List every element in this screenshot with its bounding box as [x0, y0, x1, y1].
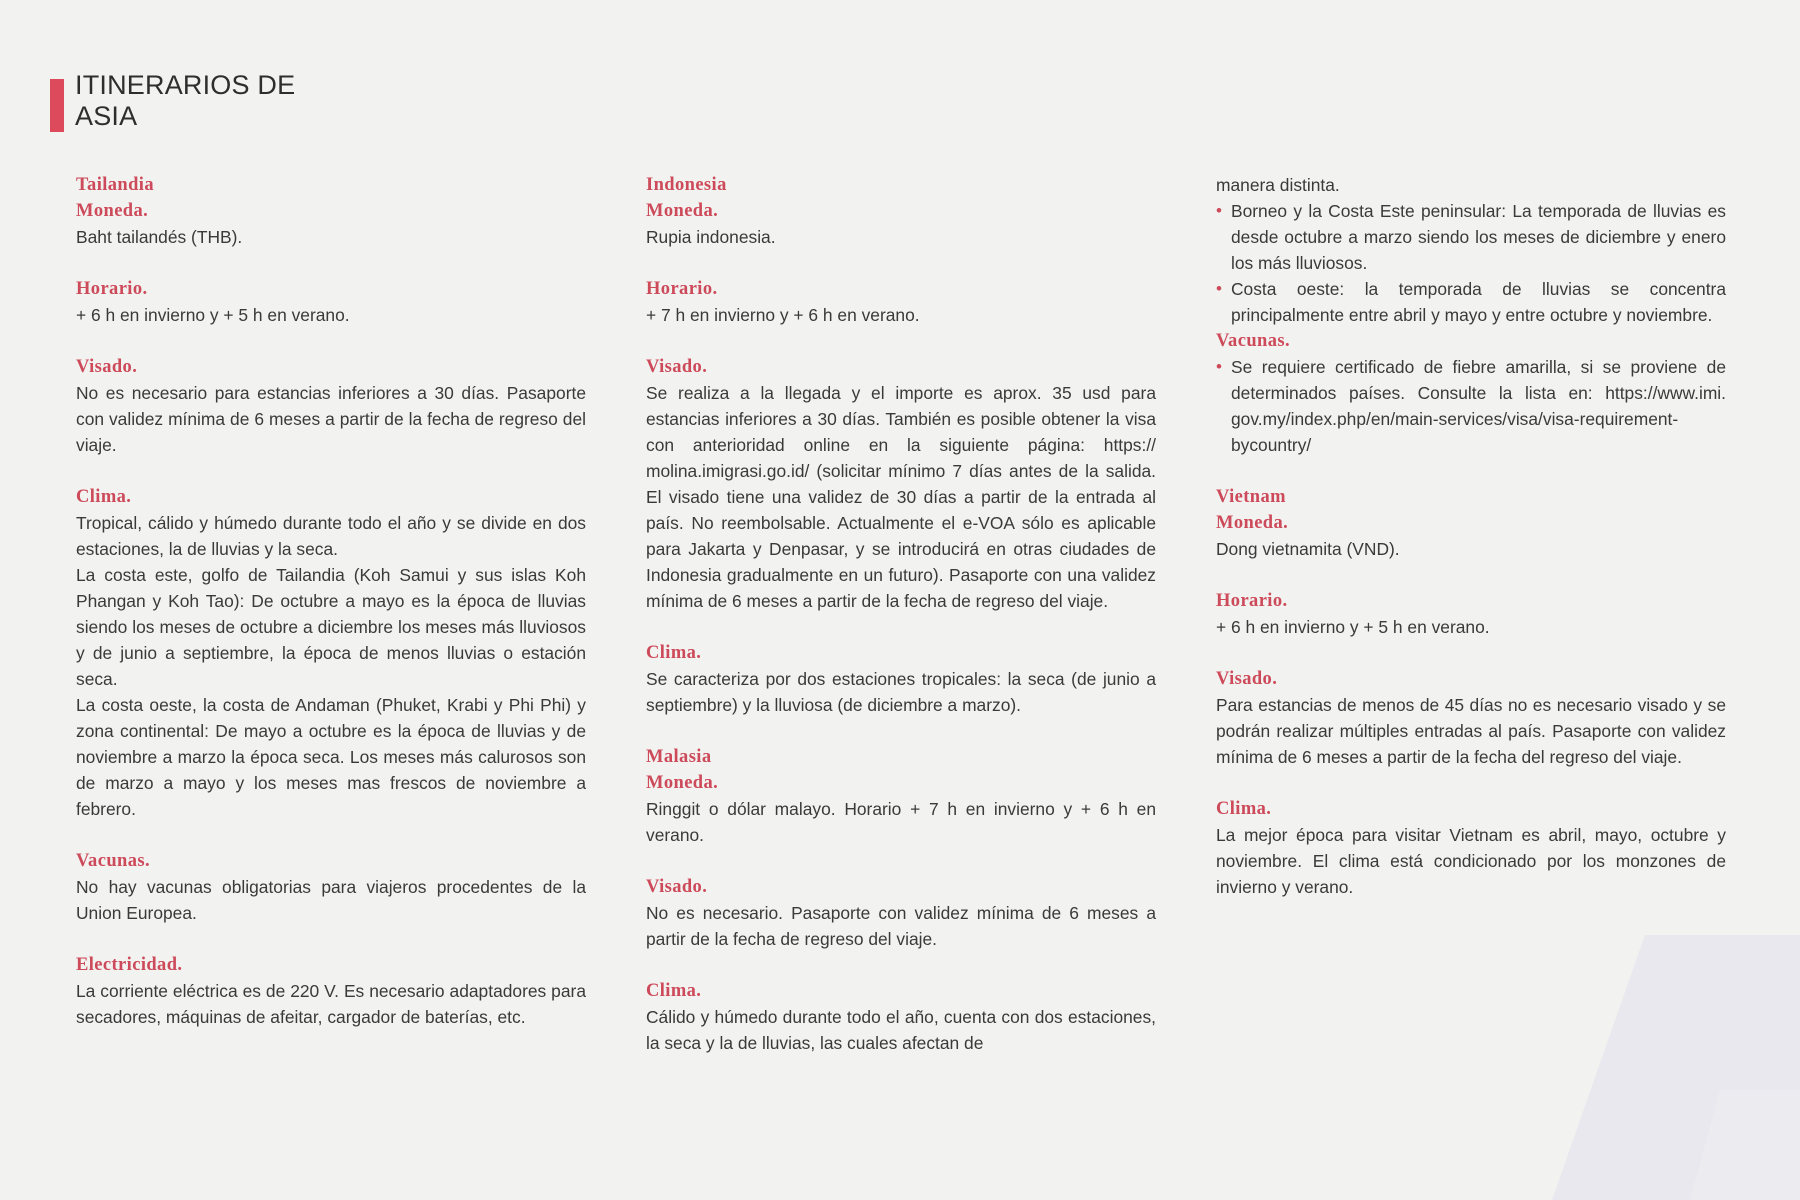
country-name-malasia: Malasia — [646, 747, 712, 767]
tailandia-vacunas-section — [76, 848, 586, 926]
bullet-icon: • — [1216, 201, 1222, 220]
horario-heading: Horario. — [76, 279, 148, 299]
horario-text: + 6 h en invierno y + 5 h en verano. — [1216, 617, 1490, 637]
moneda-heading: Moneda. — [76, 201, 149, 221]
moneda-text: Ringgit o dólar malayo. Horario + 7 h en invierno y + 6 h en verano. — [646, 799, 1156, 845]
vietnam-visado-section — [1216, 666, 1726, 770]
vietnam-clima-section — [1216, 796, 1726, 900]
bullet-item — [1216, 198, 1726, 276]
horario-text: + 7 h en invierno y + 6 h en verano. — [646, 305, 920, 325]
vietnam-moneda-section — [1216, 484, 1726, 562]
clima-bullet-list — [1216, 198, 1726, 328]
moneda-heading: Moneda. — [1216, 513, 1289, 533]
moneda-heading: Moneda. — [646, 201, 719, 221]
visado-text: Se realiza a la llegada y el importe es aprox. 35 usd para estancias inferiores a 30 días. También es posible obtener la visa con anterioridad online en la siguiente página: https:// molina.imigrasi.go.id/ (solicitar mínimo 7 días antes de la salida. El visado tiene una validez de 30 días a partir de la entrada al país. No reembolsable. Actualmente el e-VOA sólo es aplicable para Jakarta y Denpasar, y se introducirá en otras ciudades de Indonesia gradualmente en un futuro). Pasaporte con una validez mínima de 6 meses a partir de la fecha de regreso del viaje. — [646, 383, 1156, 611]
clima-text-continued: manera distinta. — [1216, 175, 1340, 195]
indonesia-horario-section — [646, 276, 1156, 328]
page-title: ITINERARIOS DE ASIA — [75, 70, 296, 131]
bullet-text: Borneo y la Costa Este peninsular: La temporada de lluvias es desde octubre a marzo siendo los meses de diciembre y enero los más lluviosos. — [1231, 201, 1726, 273]
country-name-indonesia: Indonesia — [646, 175, 727, 195]
decorative-shape-lower — [1690, 1090, 1800, 1200]
column-2 — [646, 172, 1156, 1056]
tailandia-moneda-section — [76, 172, 586, 250]
clima-text: La costa oeste, la costa de Andaman (Phuket, Krabi y Phi Phi) y zona continental: De mayo a octubre es la época de lluvias y de noviembre a marzo la época seca. Los meses más calurosos son de marzo a mayo y los meses mas frescos de noviembre a febrero. — [76, 695, 586, 819]
clima-heading: Clima. — [646, 643, 702, 663]
clima-text: Tropical, cálido y húmedo durante todo el año y se divide en dos estaciones, la de lluvias y la seca. — [76, 513, 586, 559]
tailandia-clima-section — [76, 484, 586, 822]
country-name-tailandia: Tailandia — [76, 175, 154, 195]
clima-heading: Clima. — [646, 981, 702, 1001]
malasia-visado-section — [646, 874, 1156, 952]
visado-text: Para estancias de menos de 45 días no es necesario visado y se podrán realizar múltiples entradas al país. Pasaporte con validez mínima de 6 meses a partir de la fecha del regreso del viaje. — [1216, 695, 1726, 767]
vacunas-bullet-list — [1216, 354, 1726, 458]
visado-heading: Visado. — [646, 877, 708, 897]
bullet-text: Costa oeste: la temporada de lluvias se concentra principalmente entre abril y mayo y entre octubre y noviembre. — [1231, 279, 1726, 325]
tailandia-horario-section — [76, 276, 586, 328]
clima-text: La costa este, golfo de Tailandia (Koh Samui y sus islas Koh Phangan y Koh Tao): De octubre a mayo es la época de lluvias siendo los meses de octubre a diciembre los meses más lluviosos y de junio a septiembre, la época de menos lluvias o estación seca. — [76, 565, 586, 689]
vacunas-text: No hay vacunas obligatorias para viajeros procedentes de la Union Europea. — [76, 877, 586, 923]
vietnam-horario-section — [1216, 588, 1726, 640]
moneda-heading: Moneda. — [646, 773, 719, 793]
malasia-moneda-section — [646, 744, 1156, 848]
tailandia-electricidad-section — [76, 952, 586, 1030]
visado-heading: Visado. — [76, 357, 138, 377]
horario-heading: Horario. — [1216, 591, 1288, 611]
clima-text: La mejor época para visitar Vietnam es abril, mayo, octubre y noviembre. El clima está condicionado por los monzones de invierno y verano. — [1216, 825, 1726, 897]
header-accent-bar — [50, 79, 64, 132]
visado-heading: Visado. — [1216, 669, 1278, 689]
electricidad-text: La corriente eléctrica es de 220 V. Es necesario adaptadores para secadores, máquinas de afeitar, cargador de baterías, etc. — [76, 981, 586, 1027]
visado-heading: Visado. — [646, 357, 708, 377]
malasia-clima-continued — [1216, 172, 1726, 328]
decorative-shape — [1552, 935, 1800, 1200]
moneda-text: Baht tailandés (THB). — [76, 227, 243, 247]
bullet-icon: • — [1216, 279, 1222, 298]
clima-heading: Clima. — [1216, 799, 1272, 819]
tailandia-visado-section — [76, 354, 586, 458]
bullet-item — [1216, 354, 1726, 458]
clima-heading: Clima. — [76, 487, 132, 507]
clima-text: Se caracteriza por dos estaciones tropicales: la seca (de junio a septiembre) y la lluviosa (de diciembre a marzo). — [646, 669, 1156, 715]
vacunas-heading: Vacunas. — [76, 851, 150, 871]
indonesia-moneda-section — [646, 172, 1156, 250]
bullet-icon: • — [1216, 357, 1222, 376]
bullet-text: Se requiere certificado de fiebre amarilla, si se proviene de determinados países. Consulte la lista en: https://www.imi. gov.my/index.php/en/main-services/visa/visa-requirement-bycountry/ — [1231, 357, 1726, 455]
visado-text: No es necesario para estancias inferiores a 30 días. Pasaporte con validez mínima de 6 meses a partir de la fecha de regreso del viaje. — [76, 383, 586, 455]
bullet-item — [1216, 276, 1726, 328]
electricidad-heading: Electricidad. — [76, 955, 183, 975]
moneda-text: Rupia indonesia. — [646, 227, 776, 247]
country-name-vietnam: Vietnam — [1216, 487, 1286, 507]
column-1 — [76, 172, 586, 1030]
moneda-text: Dong vietnamita (VND). — [1216, 539, 1400, 559]
indonesia-visado-section — [646, 354, 1156, 614]
vacunas-heading: Vacunas. — [1216, 331, 1290, 351]
visado-text: No es necesario. Pasaporte con validez mínima de 6 meses a partir de la fecha de regreso del viaje. — [646, 903, 1156, 949]
malasia-clima-section — [646, 978, 1156, 1056]
malasia-vacunas-section — [1216, 328, 1726, 458]
horario-heading: Horario. — [646, 279, 718, 299]
clima-text: Cálido y húmedo durante todo el año, cuenta con dos estaciones, la seca y la de lluvias, las cuales afectan de — [646, 1007, 1156, 1053]
horario-text: + 6 h en invierno y + 5 h en verano. — [76, 305, 350, 325]
indonesia-clima-section — [646, 640, 1156, 718]
column-3 — [1216, 172, 1726, 900]
